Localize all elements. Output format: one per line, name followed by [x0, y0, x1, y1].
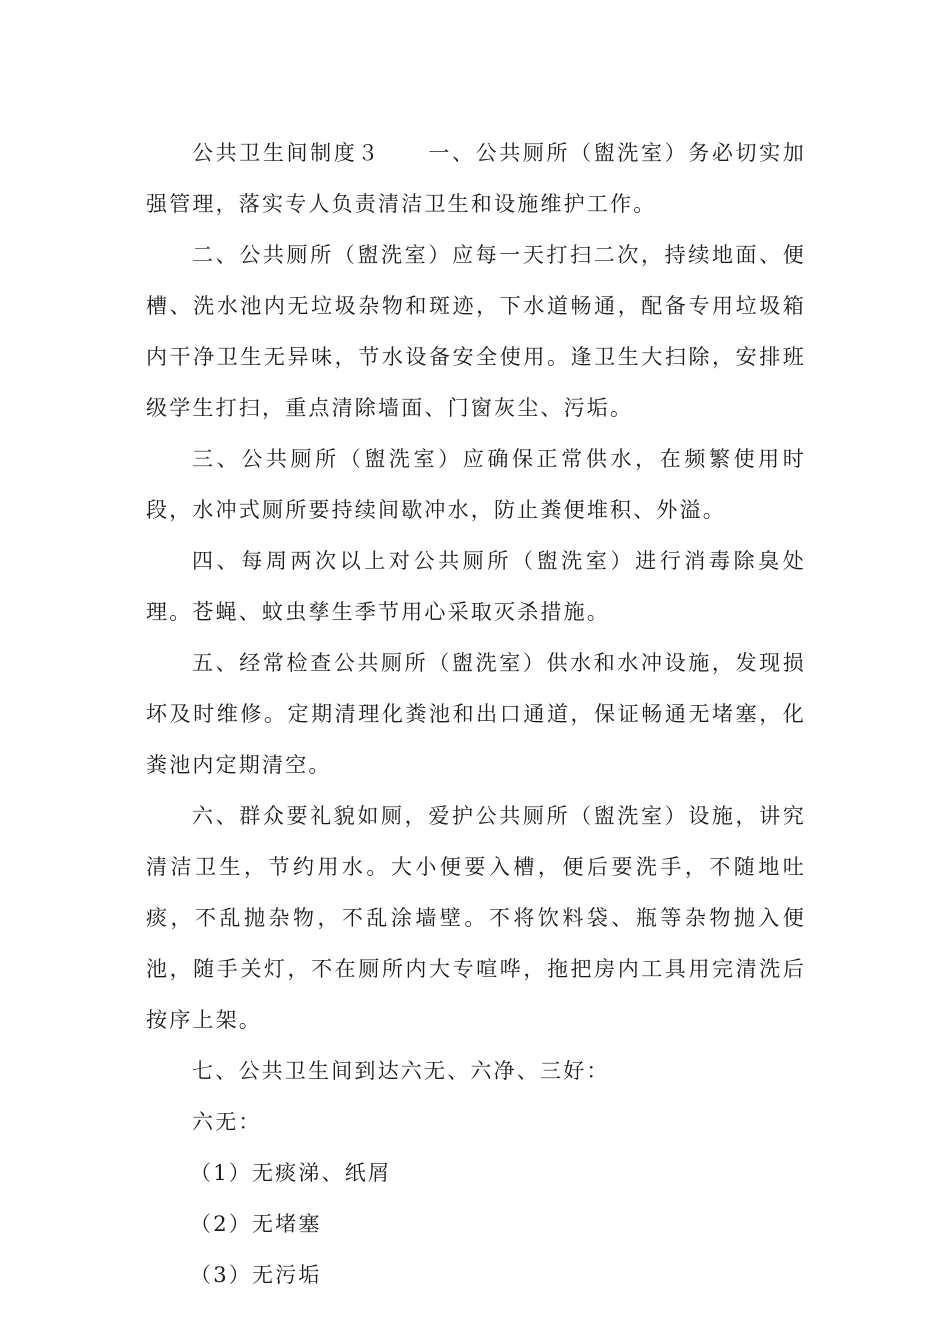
document-body — [146, 128, 806, 1301]
paragraph-item-4: 四、每周两次以上对公共厕所（盥洗室）进行消毒除臭处理。苍蝇、蚊虫孳生季节用心采取灭杀措施。 — [146, 549, 806, 624]
paragraph-item-6: 六、群众要礼貌如厕，爱护公共厕所（盥洗室）设施，讲究清洁卫生，节约用水。大小便要入槽，便后要洗手，不随地吐痰，不乱抛杂物，不乱涂墙壁。不将饮料袋、瓶等杂物抛入便池，随手关灯，不在厕所内大专喧哗，拖把房内工具用完清洗后按序上架。 — [146, 804, 806, 1032]
paragraph-item-7: 七、公共卫生间到达六无、六净、三好： — [192, 1059, 610, 1083]
list-item-3: （3）无污垢 — [190, 1263, 322, 1287]
paragraph-title-and-item-1: 公共卫生间制度３ 一、公共厕所（盥洗室）务必切实加强管理，落实专人负责清洁卫生和设施维护工作。 — [146, 141, 806, 216]
paragraph-item-2: 二、公共厕所（盥洗室）应每一天打扫二次，持续地面、便槽、洗水池内无垃圾杂物和斑迹，下水道畅通，配备专用垃圾箱内干净卫生无异味，节水设备安全使用。逢卫生大扫除，安排班级学生打扫，重点清除墙面、门窗灰尘、污垢。 — [146, 243, 806, 420]
list-item-2: （2）无堵塞 — [190, 1212, 322, 1236]
list-item-1: （1）无痰涕、纸屑 — [190, 1161, 392, 1185]
paragraph-item-5: 五、经常检查公共厕所（盥洗室）供水和水冲设施，发现损坏及时维修。定期清理化粪池和出口通道，保证畅通无堵塞，化粪池内定期清空。 — [146, 651, 806, 777]
subheading-six-nos: 六无： — [192, 1110, 262, 1134]
paragraph-item-3: 三、公共厕所（盥洗室）应确保正常供水，在频繁使用时段，水冲式厕所要持续间歇冲水，防止粪便堆积、外溢。 — [146, 447, 806, 522]
